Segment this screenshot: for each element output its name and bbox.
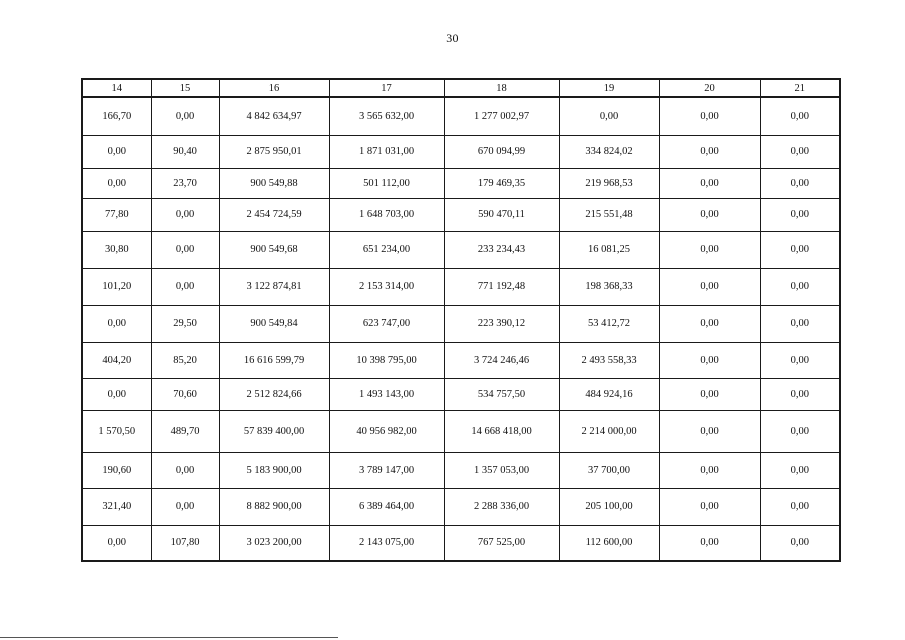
- table-cell: 233 234,43: [444, 231, 559, 268]
- table-cell: 0,00: [760, 97, 840, 135]
- footnote-divider: [0, 637, 338, 638]
- table-cell: 0,00: [151, 452, 219, 488]
- table-cell: 10 398 795,00: [329, 342, 444, 378]
- table-cell: 0,00: [659, 231, 760, 268]
- table-cell: 651 234,00: [329, 231, 444, 268]
- table-cell: 3 023 200,00: [219, 525, 329, 561]
- table-cell: 767 525,00: [444, 525, 559, 561]
- table-cell: 16 081,25: [559, 231, 659, 268]
- table-cell: 190,60: [82, 452, 151, 488]
- table-cell: 1 277 002,97: [444, 97, 559, 135]
- data-table: [81, 78, 841, 562]
- table-cell: 3 122 874,81: [219, 268, 329, 305]
- table-cell: 1 493 143,00: [329, 378, 444, 410]
- table-cell: 198 368,33: [559, 268, 659, 305]
- table-cell: 2 153 314,00: [329, 268, 444, 305]
- table-cell: 2 512 824,66: [219, 378, 329, 410]
- table-cell: 0,00: [151, 97, 219, 135]
- table-cell: 215 551,48: [559, 198, 659, 231]
- page-number: 30: [446, 31, 459, 45]
- column-header: 20: [659, 79, 760, 97]
- table-cell: 0,00: [659, 410, 760, 452]
- table-cell: 670 094,99: [444, 135, 559, 168]
- table-row: [82, 168, 840, 198]
- table-cell: 57 839 400,00: [219, 410, 329, 452]
- column-header: 16: [219, 79, 329, 97]
- column-header: 14: [82, 79, 151, 97]
- table-cell: 101,20: [82, 268, 151, 305]
- table-row: [82, 378, 840, 410]
- table-cell: 14 668 418,00: [444, 410, 559, 452]
- table-cell: 77,80: [82, 198, 151, 231]
- table-cell: 37 700,00: [559, 452, 659, 488]
- table-cell: 1 871 031,00: [329, 135, 444, 168]
- table-cell: 0,00: [151, 268, 219, 305]
- table-cell: 2 143 075,00: [329, 525, 444, 561]
- table-cell: 484 924,16: [559, 378, 659, 410]
- table-cell: 0,00: [760, 525, 840, 561]
- table-cell: 0,00: [659, 135, 760, 168]
- table-cell: 223 390,12: [444, 305, 559, 342]
- table-cell: 0,00: [760, 305, 840, 342]
- table-row: [82, 452, 840, 488]
- table-cell: 0,00: [82, 525, 151, 561]
- column-header: 17: [329, 79, 444, 97]
- table-body: [82, 97, 840, 561]
- table-cell: 2 875 950,01: [219, 135, 329, 168]
- table-cell: 6 389 464,00: [329, 488, 444, 525]
- table-cell: 30,80: [82, 231, 151, 268]
- table-cell: 0,00: [760, 168, 840, 198]
- table-cell: 0,00: [760, 342, 840, 378]
- table-cell: 4 842 634,97: [219, 97, 329, 135]
- table-row: [82, 231, 840, 268]
- table-cell: 0,00: [82, 305, 151, 342]
- table-cell: 23,70: [151, 168, 219, 198]
- table-cell: 2 454 724,59: [219, 198, 329, 231]
- table-cell: 0,00: [760, 268, 840, 305]
- table-cell: 90,40: [151, 135, 219, 168]
- table-cell: 1 570,50: [82, 410, 151, 452]
- table-cell: 900 549,68: [219, 231, 329, 268]
- table-cell: 0,00: [659, 488, 760, 525]
- table-cell: 29,50: [151, 305, 219, 342]
- table-cell: 321,40: [82, 488, 151, 525]
- table-cell: 0,00: [659, 305, 760, 342]
- table-cell: 0,00: [760, 378, 840, 410]
- column-header: 18: [444, 79, 559, 97]
- table-cell: 0,00: [659, 342, 760, 378]
- table-cell: 205 100,00: [559, 488, 659, 525]
- table-row: [82, 488, 840, 525]
- table-cell: 5 183 900,00: [219, 452, 329, 488]
- table-cell: 53 412,72: [559, 305, 659, 342]
- column-header: 21: [760, 79, 840, 97]
- table-cell: 40 956 982,00: [329, 410, 444, 452]
- table-cell: 0,00: [760, 135, 840, 168]
- table-row: [82, 410, 840, 452]
- table-cell: 0,00: [659, 268, 760, 305]
- table-cell: 0,00: [151, 231, 219, 268]
- table-cell: 0,00: [659, 198, 760, 231]
- table-cell: 0,00: [82, 135, 151, 168]
- table-cell: 900 549,88: [219, 168, 329, 198]
- table-cell: 0,00: [82, 378, 151, 410]
- table-cell: 85,20: [151, 342, 219, 378]
- table-cell: 219 968,53: [559, 168, 659, 198]
- table-cell: 0,00: [659, 168, 760, 198]
- table-cell: 179 469,35: [444, 168, 559, 198]
- table-cell: 0,00: [559, 97, 659, 135]
- table-cell: 0,00: [659, 452, 760, 488]
- table-cell: 70,60: [151, 378, 219, 410]
- table-cell: 3 565 632,00: [329, 97, 444, 135]
- table-cell: 166,70: [82, 97, 151, 135]
- table-cell: 16 616 599,79: [219, 342, 329, 378]
- table-cell: 0,00: [760, 198, 840, 231]
- table-cell: 501 112,00: [329, 168, 444, 198]
- table-row: [82, 268, 840, 305]
- table-cell: 900 549,84: [219, 305, 329, 342]
- table-cell: 0,00: [151, 198, 219, 231]
- table-row: [82, 525, 840, 561]
- column-header: 19: [559, 79, 659, 97]
- table-cell: 534 757,50: [444, 378, 559, 410]
- table-cell: 8 882 900,00: [219, 488, 329, 525]
- table-header: [82, 79, 840, 97]
- table-row: [82, 97, 840, 135]
- header-row: [82, 79, 840, 97]
- table-cell: 0,00: [659, 378, 760, 410]
- table-cell: 0,00: [659, 97, 760, 135]
- table-cell: 112 600,00: [559, 525, 659, 561]
- table-cell: 2 214 000,00: [559, 410, 659, 452]
- table-cell: 0,00: [659, 525, 760, 561]
- table-row: [82, 198, 840, 231]
- table-cell: 2 493 558,33: [559, 342, 659, 378]
- table-cell: 0,00: [760, 410, 840, 452]
- table-cell: 771 192,48: [444, 268, 559, 305]
- column-header: 15: [151, 79, 219, 97]
- table-cell: 334 824,02: [559, 135, 659, 168]
- table-row: [82, 342, 840, 378]
- table-cell: 0,00: [760, 488, 840, 525]
- table-cell: 0,00: [760, 452, 840, 488]
- table-cell: 1 357 053,00: [444, 452, 559, 488]
- table-cell: 590 470,11: [444, 198, 559, 231]
- table-cell: 0,00: [760, 231, 840, 268]
- table-cell: 489,70: [151, 410, 219, 452]
- table-row: [82, 305, 840, 342]
- table-cell: 1 648 703,00: [329, 198, 444, 231]
- table-cell: 3 724 246,46: [444, 342, 559, 378]
- table-cell: 0,00: [151, 488, 219, 525]
- table-row: [82, 135, 840, 168]
- table-cell: 3 789 147,00: [329, 452, 444, 488]
- table-cell: 2 288 336,00: [444, 488, 559, 525]
- table-cell: 107,80: [151, 525, 219, 561]
- table-cell: 623 747,00: [329, 305, 444, 342]
- table-cell: 404,20: [82, 342, 151, 378]
- table-cell: 0,00: [82, 168, 151, 198]
